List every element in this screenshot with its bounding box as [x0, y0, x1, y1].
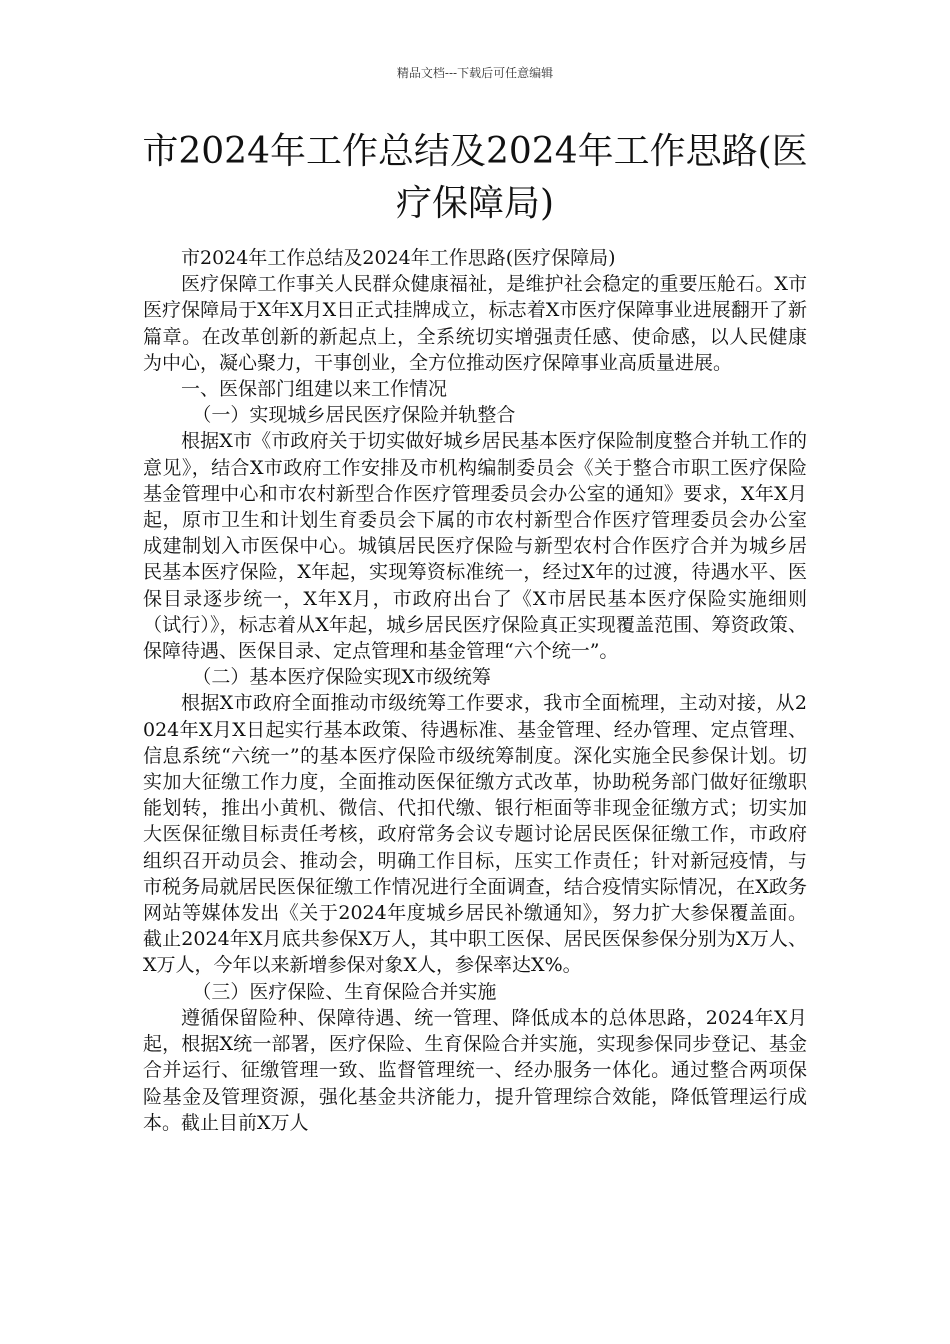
subsection-heading-1: （一）实现城乡居民医疗保险并轨整合 — [192, 404, 516, 427]
paragraph-body-3: 遵循保留险种、保障待遇、统一管理、降低成本的总体思路，2024年X月起，根据X统一部署，医疗保险、生育保险合并实施，实现参保同步登记、基金合并运行、征缴管理一致、监督管理统一、经办服务一体化。通过整合两项保险基金及管理资源，强化基金共济能力，提升管理综合效能，降低管理运行成本。截止目前X万人 — [143, 1006, 807, 1134]
paragraph-body-2: 根据X市政府全面推动市级统筹工作要求，我市全面梳理，主动对接，从2024年X月X日起实行基本政策、待遇标准、基金管理、经办管理、定点管理、信息系统“六统一”的基本医疗保险市级统筹制度。深化实施全民参保计划。切实加大征缴工作力度，全面推动医保征缴方式改革，协助税务部门做好征缴职能划转，推出小黄机、微信、代扣代缴、银行柜面等非现金征缴方式；切实加大医保征缴目标责任考核，政府常务会议专题讨论居民医保征缴工作，市政府组织召开动员会、推动会，明确工作目标，压实工作责任；针对新冠疫情，与市税务局就居民医保征缴工作情况进行全面调查，结合疫情实际情况，在X政务网站等媒体发出《关于2024年度城乡居民补缴通知》，努力扩大参保覆盖面。截止2024年X月底共参保X万人，其中职工医保、居民医保参保分别为X万人、X万人，今年以来新增参保对象X人，参保率达X%。 — [143, 692, 807, 977]
section-heading-1: 一、医保部门组建以来工作情况 — [181, 378, 448, 401]
paragraph-intro: 医疗保障工作事关人民群众健康福祉，是维护社会稳定的重要压舱石。X市医疗保障局于X年X月X日正式挂牌成立，标志着X市医疗保障事业进展翻开了新篇章。在改革创新的新起点上，全系统切实增强责任感、使命感，以人民健康为中心，凝心聚力，干事创业，全方位推动医疗保障事业高质量进展。 — [143, 273, 807, 374]
page-header: 精品文档---下载后可任意编辑 — [396, 66, 554, 80]
document-title: 市2024年工作总结及2024年工作思路(医疗保障局) — [142, 131, 808, 224]
subsection-heading-3: （三）医疗保险、生育保险合并实施 — [192, 980, 497, 1003]
paragraph-subtitle: 市2024年工作总结及2024年工作思路(医疗保障局) — [181, 247, 616, 269]
document-body — [143, 245, 807, 1136]
subsection-heading-2: （二）基本医疗保险实现X市级统筹 — [192, 666, 491, 689]
paragraph-body-1: 根据X市《市政府关于切实做好城乡居民基本医疗保险制度整合并轨工作的意见》，结合X市政府工作安排及市机构编制委员会《关于整合市职工医疗保险基金管理中心和市农村新型合作医疗管理委员会办公室的通知》要求，X年X月起，原市卫生和计划生育委员会下属的市农村新型合作医疗管理委员会办公室成建制划入市医保中心。城镇居民医疗保险与新型农村合作医疗合并为城乡居民基本医疗保险，X年起，实现筹资标准统一，经过X年的过渡，待遇水平、医保目录逐步统一，X年X月，市政府出台了《X市居民基本医疗保险实施细则（试行）》，标志着从X年起，城乡居民医疗保险真正实现覆盖范围、筹资政策、保障待遇、医保目录、定点管理和基金管理“六个统一”。 — [143, 430, 807, 663]
